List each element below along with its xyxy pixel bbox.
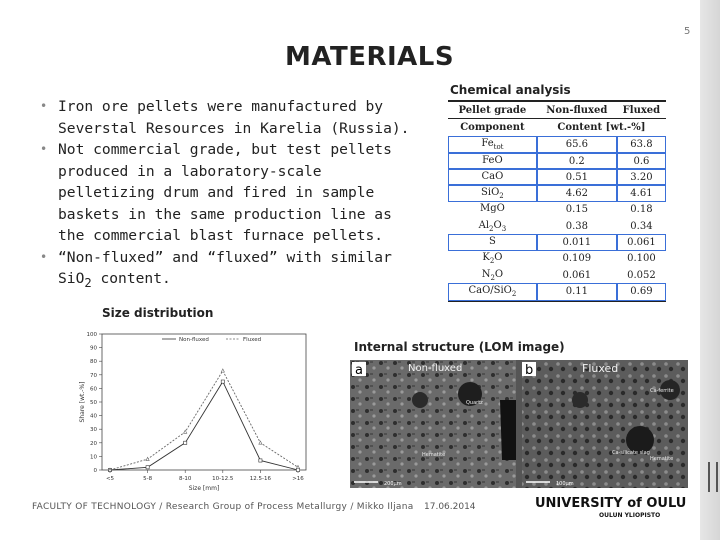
y-tick-label: 30 — [90, 427, 97, 434]
table-body — [448, 136, 666, 300]
component-text: O — [494, 268, 504, 280]
legend-label: Fluxed — [243, 337, 262, 343]
footer-date: 17.06.2014 — [424, 502, 476, 512]
bar-stripe — [708, 462, 718, 492]
component-sub: 2 — [511, 289, 517, 298]
component-sub: 2 — [499, 192, 504, 201]
footer-faculty: FACULTY OF TECHNOLOGY / Research Group of Process Metallurgy / Mikko Iljana — [32, 502, 414, 512]
right-decor-bar — [700, 0, 720, 540]
lom-label: Internal structure (LOM image) — [354, 340, 565, 354]
bullet-text: Not commercial grade, but test pellets produced in a laboratory-scale pelletizing drum and fired in sample baskets in the same production line as the commercial blast furnace pellets. — [58, 141, 392, 244]
y-tick-label: 20 — [90, 440, 97, 447]
table-cell-nonfluxed: 65.6 — [537, 136, 617, 153]
table-cell-nonfluxed: 0.2 — [537, 153, 617, 169]
table-header-row — [448, 101, 666, 119]
x-tick-label: 12.5-16 — [249, 476, 272, 482]
table-cell-component — [448, 136, 537, 153]
component-text: CaO/SiO — [468, 284, 512, 296]
table-cell-fluxed: 0.061 — [617, 234, 666, 250]
bullet-text: Iron ore pellets were manufactured by Severstal Resources in Karelia (Russia). — [58, 98, 410, 137]
data-point — [146, 466, 149, 469]
mineral-label: Ca-silicate slag — [612, 450, 650, 456]
y-tick-label: 10 — [90, 454, 97, 461]
pore-a — [500, 400, 516, 460]
component-text: O — [494, 252, 503, 264]
table-subheader-row — [448, 119, 666, 136]
series-line-fluxed — [110, 371, 298, 470]
bullet-text-sub: 2 — [84, 275, 92, 290]
data-point — [221, 380, 224, 383]
data-point — [146, 457, 149, 460]
table-row — [448, 169, 666, 185]
table-cell-component — [448, 267, 537, 283]
table-cell-fluxed: 0.18 — [630, 204, 653, 216]
y-tick-label: 50 — [90, 400, 97, 406]
bullet-list — [40, 96, 412, 294]
component-sub: 2 — [490, 273, 495, 282]
y-tick-label: 70 — [90, 372, 97, 379]
x-tick-label: <5 — [105, 476, 115, 482]
table-cell-nonfluxed: 0.061 — [562, 269, 592, 281]
y-tick-label: 60 — [90, 386, 97, 393]
bullet-text-post: content. — [91, 270, 171, 287]
page-number: 5 — [684, 26, 691, 37]
table-cell-component — [448, 185, 537, 201]
table-cell-fluxed: 0.69 — [617, 283, 666, 300]
table-cell-component — [448, 218, 537, 234]
component-text: K — [482, 252, 490, 264]
series-line-non-fluxed — [110, 382, 298, 470]
non-fluxed-caption: Non-fluxed — [408, 363, 463, 374]
lom-micrographs — [350, 360, 688, 488]
table-cell-component — [448, 153, 537, 169]
x-tick-label: >16 — [292, 476, 304, 482]
scale-text-b: 100µm — [556, 481, 574, 487]
component-text: CaO — [481, 170, 504, 182]
component-sub: 2 — [489, 224, 494, 233]
y-tick-label: 90 — [90, 345, 97, 352]
x-tick-label: 10-12.5 — [212, 476, 234, 482]
chemical-analysis-table — [448, 100, 666, 302]
table-row — [448, 202, 666, 218]
mineral-label: Hematite — [650, 456, 674, 462]
data-point — [184, 430, 187, 433]
component-text: SiO — [481, 187, 500, 199]
university-logo-sub: OULUN YLIOPISTO — [599, 512, 661, 519]
university-logo: UNIVERSITY of OULU — [535, 496, 687, 511]
table-header: Pellet grade — [448, 101, 537, 119]
panel-b-letter: b — [525, 363, 534, 378]
pore-b — [572, 392, 588, 408]
mineral-label: Hematite — [422, 452, 446, 458]
table-cell-component — [448, 251, 537, 267]
table-cell-nonfluxed: 0.11 — [537, 283, 617, 300]
table-header: Fluxed — [617, 101, 666, 119]
table-cell-fluxed: 0.052 — [627, 269, 656, 281]
lom-images — [350, 360, 688, 488]
y-tick-label: 0 — [93, 468, 97, 474]
table-cell-fluxed: 0.34 — [630, 220, 653, 232]
mineral-label: Ca-ferrite — [650, 388, 674, 394]
legend-label: Non-fluxed — [179, 337, 209, 343]
table-cell-component — [448, 234, 537, 250]
table-cell-component — [448, 283, 537, 300]
table-header: Non-fluxed — [537, 101, 617, 119]
bullet-item — [40, 247, 412, 295]
component-text: FeO — [482, 154, 503, 166]
table-cell-nonfluxed: 0.011 — [537, 234, 617, 250]
table-row — [448, 267, 666, 283]
bullet-icon: • — [40, 142, 48, 156]
fluxed-caption: Fluxed — [582, 362, 619, 375]
component-text: O — [493, 219, 502, 231]
component-text: MgO — [479, 203, 505, 215]
component-text: Al — [478, 219, 490, 231]
x-tick-label: 5-8 — [143, 476, 153, 482]
table-cell-fluxed: 0.6 — [617, 153, 666, 169]
table-cell-nonfluxed: 0.38 — [565, 220, 588, 232]
table-cell-fluxed: 4.61 — [617, 185, 666, 201]
table-row — [448, 136, 666, 153]
table-row — [448, 251, 666, 267]
table-cell-fluxed: 0.100 — [627, 253, 656, 265]
mineral-label: Quartz — [466, 400, 483, 406]
table-cell-nonfluxed: 0.109 — [562, 253, 592, 265]
y-axis-label: Share [wt.-%] — [79, 381, 86, 423]
component-text: Fe — [481, 138, 494, 150]
slide-title: MATERIALS — [285, 42, 455, 72]
bullet-item — [40, 139, 412, 247]
table-cell-nonfluxed: 0.51 — [537, 169, 617, 185]
y-tick-label: 80 — [90, 359, 97, 366]
table-subheader: Component — [448, 119, 537, 136]
component-text: N — [481, 268, 491, 280]
chemical-analysis-label: Chemical analysis — [450, 83, 571, 97]
bullet-icon: • — [40, 99, 48, 113]
table-row — [448, 234, 666, 250]
panel-a-letter: a — [355, 363, 363, 378]
table-row — [448, 218, 666, 234]
bullet-text-pre: “Non-fluxed” and “fluxed” with similar SiO — [58, 248, 392, 287]
bullet-item — [40, 96, 412, 139]
component-text: S — [488, 236, 496, 248]
data-point — [259, 441, 262, 444]
y-tick-label: 100 — [86, 332, 97, 338]
table-cell-fluxed: 3.20 — [617, 169, 666, 185]
table-cell-component — [448, 202, 537, 218]
table-cell-nonfluxed: 0.15 — [565, 204, 588, 216]
component-sub: tot — [493, 143, 504, 152]
data-point — [259, 459, 262, 462]
micrograph-b — [522, 360, 688, 488]
x-axis-label: Size [mm] — [188, 485, 220, 492]
size-distribution-chart — [74, 322, 324, 494]
data-point — [184, 441, 187, 444]
pore-a — [412, 392, 428, 408]
component-sub: 2 — [489, 257, 495, 266]
micrograph-a — [350, 360, 516, 488]
table-cell-fluxed: 63.8 — [617, 136, 666, 153]
data-point — [296, 465, 299, 468]
component-sub: 3 — [501, 224, 507, 233]
table-row — [448, 185, 666, 201]
x-tick-label: 8-10 — [178, 476, 192, 482]
table-row — [448, 153, 666, 169]
table-subheader: Content [wt.-%] — [537, 119, 666, 136]
scale-text-a: 200µm — [384, 481, 402, 487]
table-cell-nonfluxed: 4.62 — [537, 185, 617, 201]
table-cell-component — [448, 169, 537, 185]
bullet-icon: • — [40, 249, 48, 264]
data-point — [221, 369, 224, 372]
y-tick-label: 40 — [90, 413, 97, 420]
table-row — [448, 283, 666, 300]
size-distribution-label: Size distribution — [102, 306, 214, 320]
